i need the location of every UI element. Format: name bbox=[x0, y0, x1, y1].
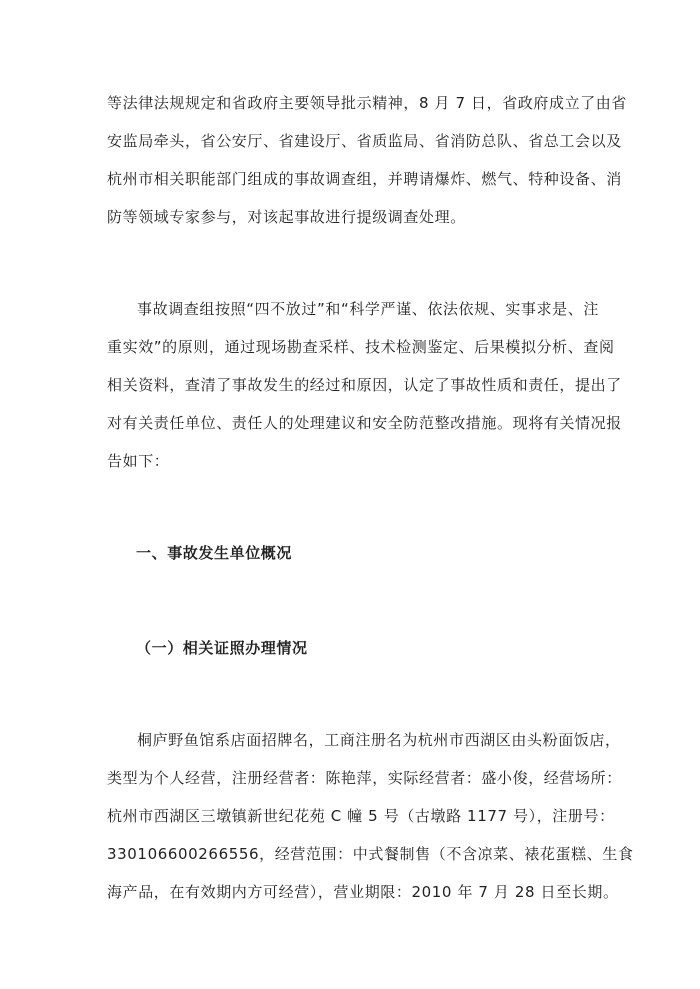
subsection-heading: （一）相关证照办理情况 bbox=[136, 639, 308, 657]
paragraph-3-line-3: 杭州市西湖区三墩镇新世纪花苑 C 幢 5 号（古墩路 1177 号），注册号： bbox=[107, 807, 615, 825]
paragraph-1-line-4: 防等领域专家参与，对该起事故进行提级调查处理。 bbox=[107, 208, 466, 226]
paragraph-2-line-4: 对有关责任单位、责任人的处理建议和安全防范整改措施。现将有关情况报 bbox=[107, 414, 622, 432]
paragraph-2-line-5: 告如下： bbox=[107, 452, 170, 470]
paragraph-3-line-4: 330106600266556，经营范围：中式餐制售（不含凉菜、裱花蛋糕、生食 bbox=[107, 845, 634, 863]
paragraph-2-line-3: 相关资料，查清了事故发生的经过和原因，认定了事故性质和责任，提出了 bbox=[107, 376, 622, 394]
paragraph-3-line-5: 海产品，在有效期内方可经营），营业期限：2010 年 7 月 28 日至长期。 bbox=[107, 883, 619, 901]
paragraph-1-line-1: 等法律法规规定和省政府主要领导批示精神，8 月 7 日，省政府成立了由省 bbox=[107, 94, 627, 112]
section-heading: 一、事故发生单位概况 bbox=[136, 544, 293, 562]
paragraph-2-line-2: 重实效”的原则，通过现场勘查采样、技术检测鉴定、后果模拟分析、查阅 bbox=[107, 338, 615, 356]
paragraph-3-line-2: 类型为个人经营，注册经营者：陈艳萍，实际经营者：盛小俊，经营场所： bbox=[107, 769, 622, 787]
paragraph-1-line-3: 杭州市相关职能部门组成的事故调查组，并聘请爆炸、燃气、特种设备、消 bbox=[107, 170, 622, 188]
paragraph-2-line-1: 事故调查组按照“四不放过”和“科学严谨、依法依规、实事求是、注 bbox=[137, 300, 599, 318]
paragraph-3-line-1: 桐庐野鱼馆系店面招牌名，工商注册名为杭州市西湖区由头粉面饭店， bbox=[137, 731, 621, 749]
paragraph-1-line-2: 安监局牵头，省公安厅、省建设厅、省质监局、省消防总队、省总工会以及 bbox=[107, 132, 622, 150]
